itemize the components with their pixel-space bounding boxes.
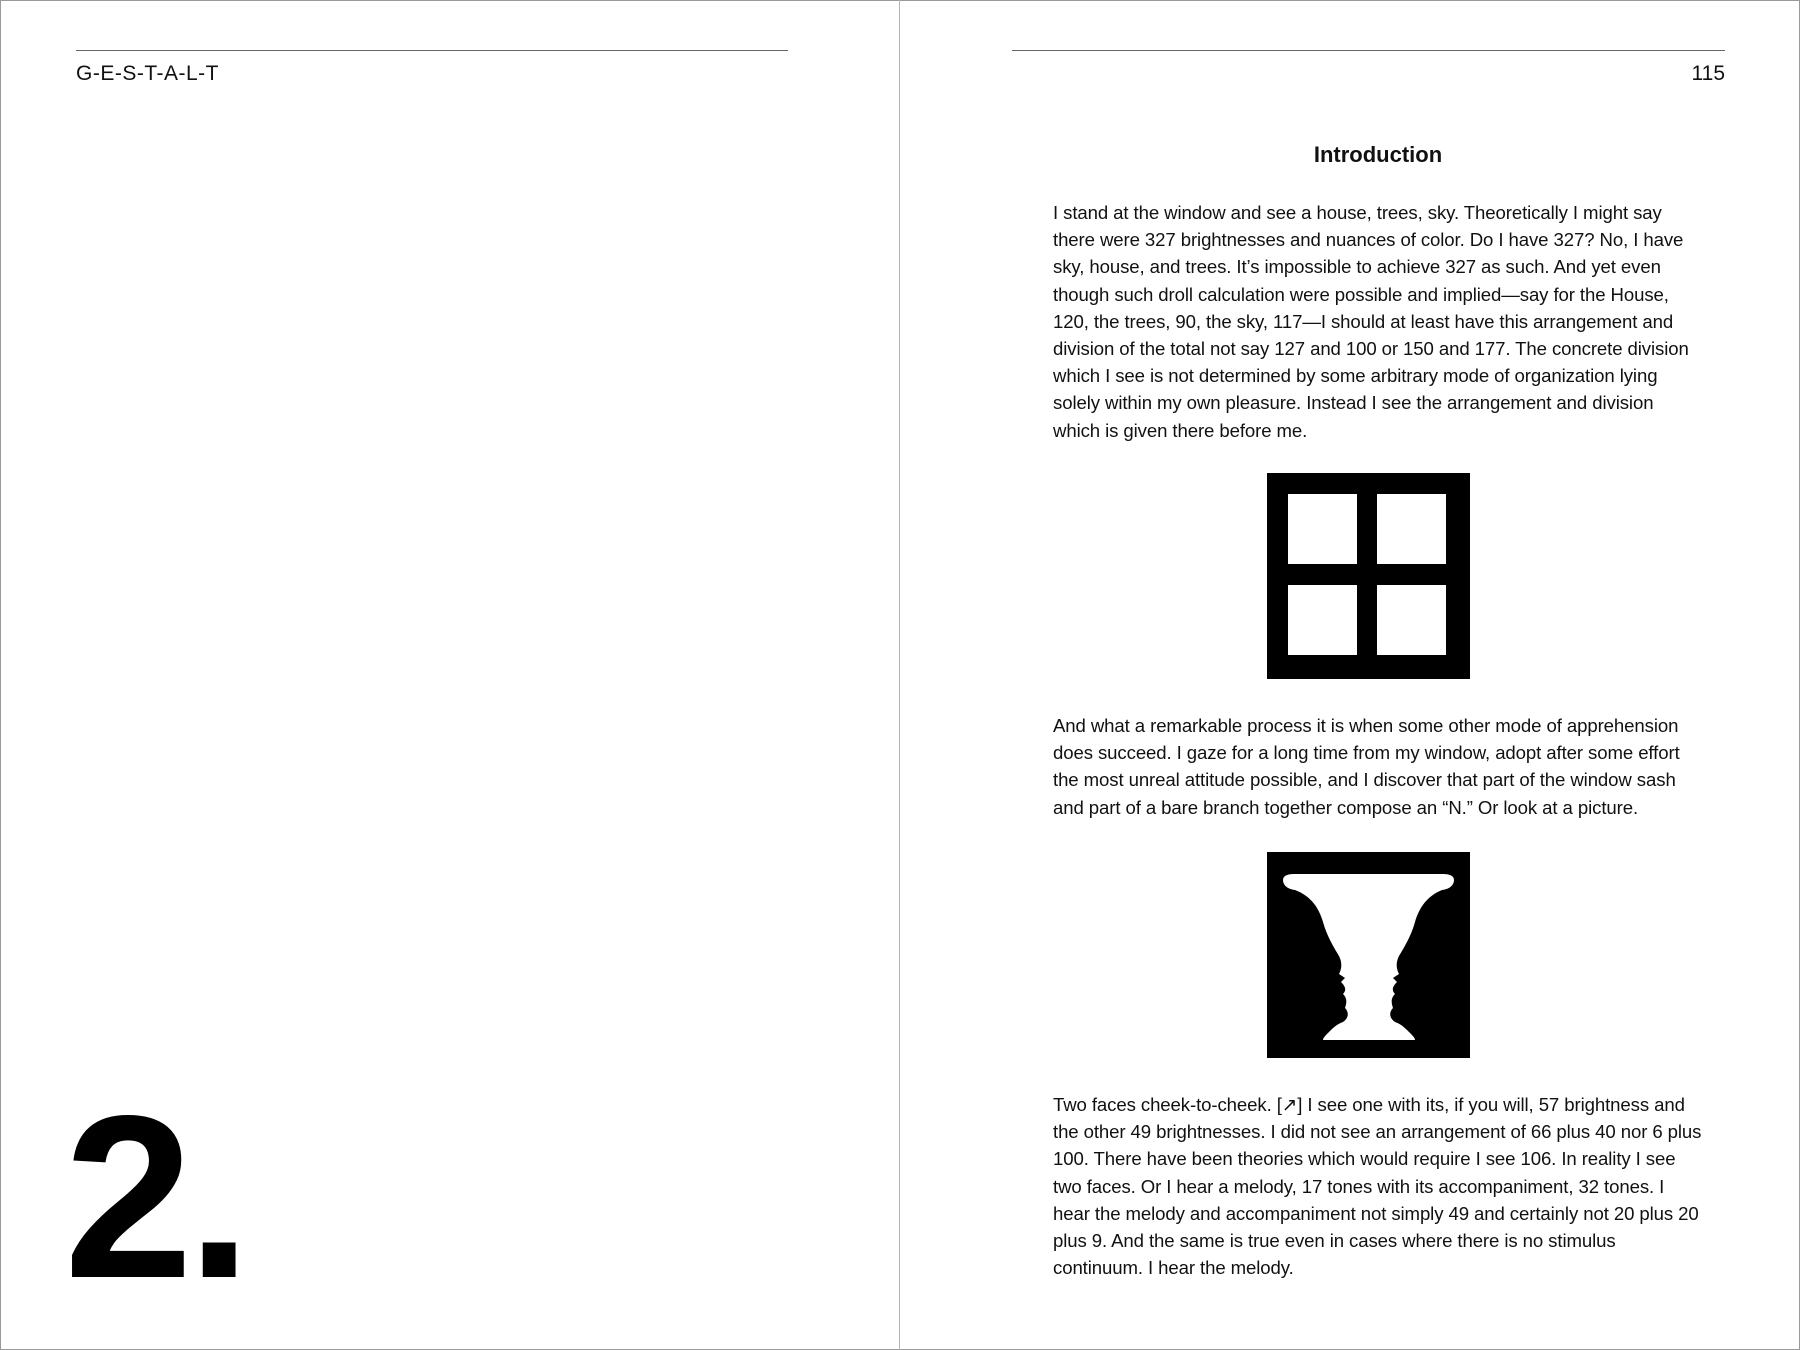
- four-pane-window-icon: [1267, 473, 1470, 679]
- running-head: G-E-S-T-A-L-T: [76, 62, 219, 85]
- paragraph-3: Two faces cheek-to-cheek. [↗] I see one with its, if you will, 57 brightness and the other 49 brightnesses. I did not see an arrangement of 66 plus 40 nor 6 plus 100. There have been theories which would require I see 106. In reality I see two faces. Or I hear a melody, 17 tones with its accompaniment, 32 tones. I hear the melody and accompaniment not simply 49 and certainly not 20 plus 20 plus 9. And the same is true even in cases where there is no stimulus continuum. I hear the melody.: [1053, 1094, 1702, 1279]
- rubin-vase-figure: [1267, 852, 1470, 1058]
- page-gutter: [899, 0, 900, 1350]
- paragraph-1: I stand at the window and see a house, trees, sky. Theoretically I might say there were 327 brightnesses and nuances of color. Do I have 327? No, I have sky, house, and trees. It’s impossible to achieve 327 as such. And yet even though such droll calculation were possible and implied—say for the House, 120, the trees, 90, the sky, 117—I should at least have this arrangement and division of the total not say 127 and 100 or 150 and 177. The concrete division which I see is not determined by some arbitrary mode of organization lying solely within my own pleasure. Instead I see the arrangement and division which is given there before me.: [1053, 202, 1689, 441]
- window-pane-top-right: [1377, 494, 1446, 564]
- rubin-vase-faces-icon: [1267, 852, 1470, 1058]
- left-header-rule: [76, 50, 788, 51]
- window-pane-top-left: [1288, 494, 1357, 564]
- window-pane-bottom-left: [1288, 585, 1357, 655]
- window-pane-bottom-right: [1377, 585, 1446, 655]
- chapter-number: 2.: [64, 1068, 246, 1327]
- page-number: 115: [1691, 62, 1725, 85]
- paragraph-2: And what a remarkable process it is when some other mode of apprehension does succeed. I gaze for a long time from my window, adopt after some effort the most unreal attitude possible, and I discover that part of the window sash and part of a bare branch together compose an “N.” Or look at a picture.: [1053, 715, 1680, 818]
- section-title: Introduction: [1313, 142, 1443, 167]
- right-header-rule: [1012, 50, 1725, 51]
